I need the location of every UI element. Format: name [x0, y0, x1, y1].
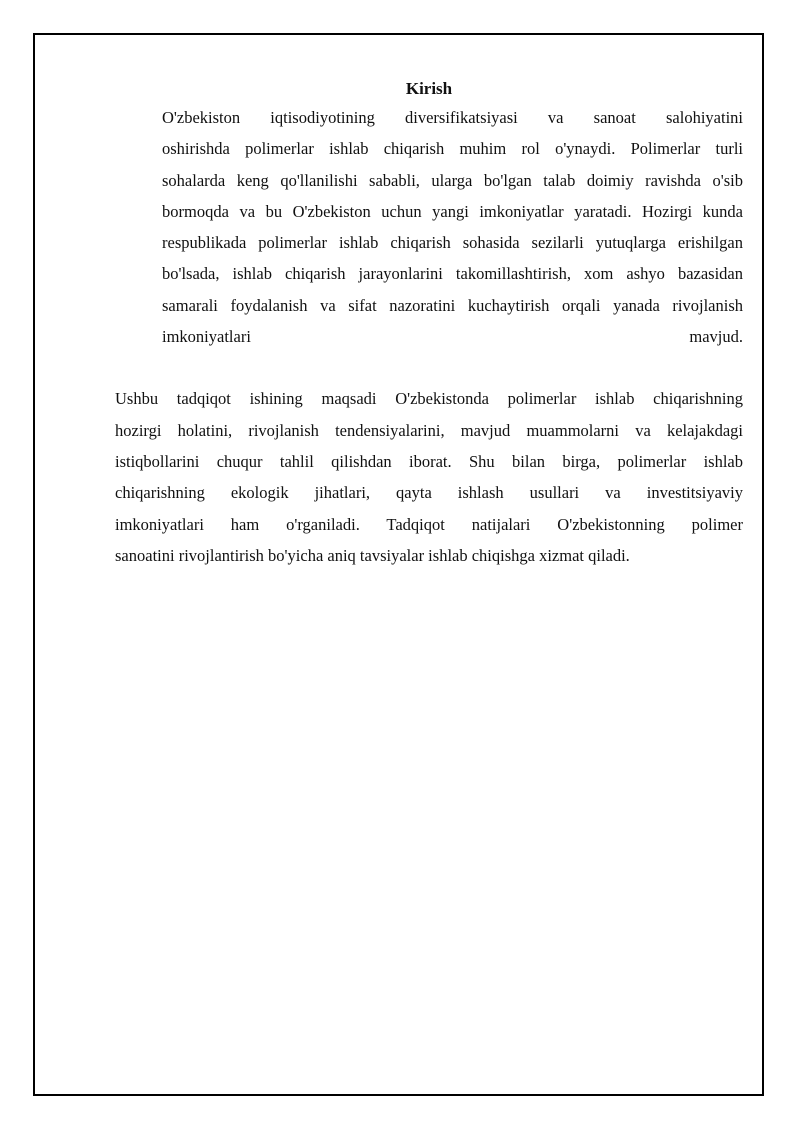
text-line: hozirgi holatini, rivojlanish tendensiyalarini, mavjud muammolarni va kelajakdagi — [115, 420, 743, 440]
text-line: imkoniyatlari ham o'rganiladi. Tadqiqot natijalari O'zbekistonning polimer — [115, 514, 743, 534]
text-line: bo'lsada, ishlab chiqarish jarayonlarini takomillashtirish, xom ashyo bazasidan — [162, 264, 743, 284]
document-body — [115, 76, 743, 571]
text-line: samarali foydalanish va sifat nazoratini kuchaytirish orqali yanada rivojlanish — [162, 295, 743, 315]
section-title: Kirish — [405, 79, 453, 98]
text-line: imkoniyatlari mavjud. — [162, 327, 743, 347]
text-line: sanoatini rivojlantirish bo'yicha aniq tavsiyalar ishlab chiqishga xizmat qiladi. — [115, 545, 630, 565]
text-line: Ushbu tadqiqot ishining maqsadi O'zbekistonda polimerlar ishlab chiqarishning — [115, 389, 743, 409]
paragraph-research-aim — [115, 383, 743, 571]
text-line: bormoqda va bu O'zbekiston uchun yangi imkoniyatlar yaratadi. Hozirgi kunda — [162, 201, 743, 221]
text-line: O'zbekiston iqtisodiyotining diversifikatsiyasi va sanoat salohiyatini — [162, 108, 743, 127]
text-line: istiqbollarini chuqur tahlil qilishdan iborat. Shu bilan birga, polimerlar ishlab — [115, 451, 743, 471]
text-line: oshirishda polimerlar ishlab chiqarish muhim rol o'ynaydi. Polimerlar turli — [162, 139, 743, 159]
text-line: chiqarishning ekologik jihatlari, qayta ishlash usullari va investitsiyaviy — [115, 483, 743, 503]
text-line: respublikada polimerlar ishlab chiqarish sohasida sezilarli yutuqlarga erishilgan — [162, 233, 743, 253]
paragraph-introduction — [115, 102, 743, 352]
text-line: sohalarda keng qo'llanilishi sababli, ularga bo'lgan talab doimiy ravishda o'sib — [162, 170, 743, 190]
